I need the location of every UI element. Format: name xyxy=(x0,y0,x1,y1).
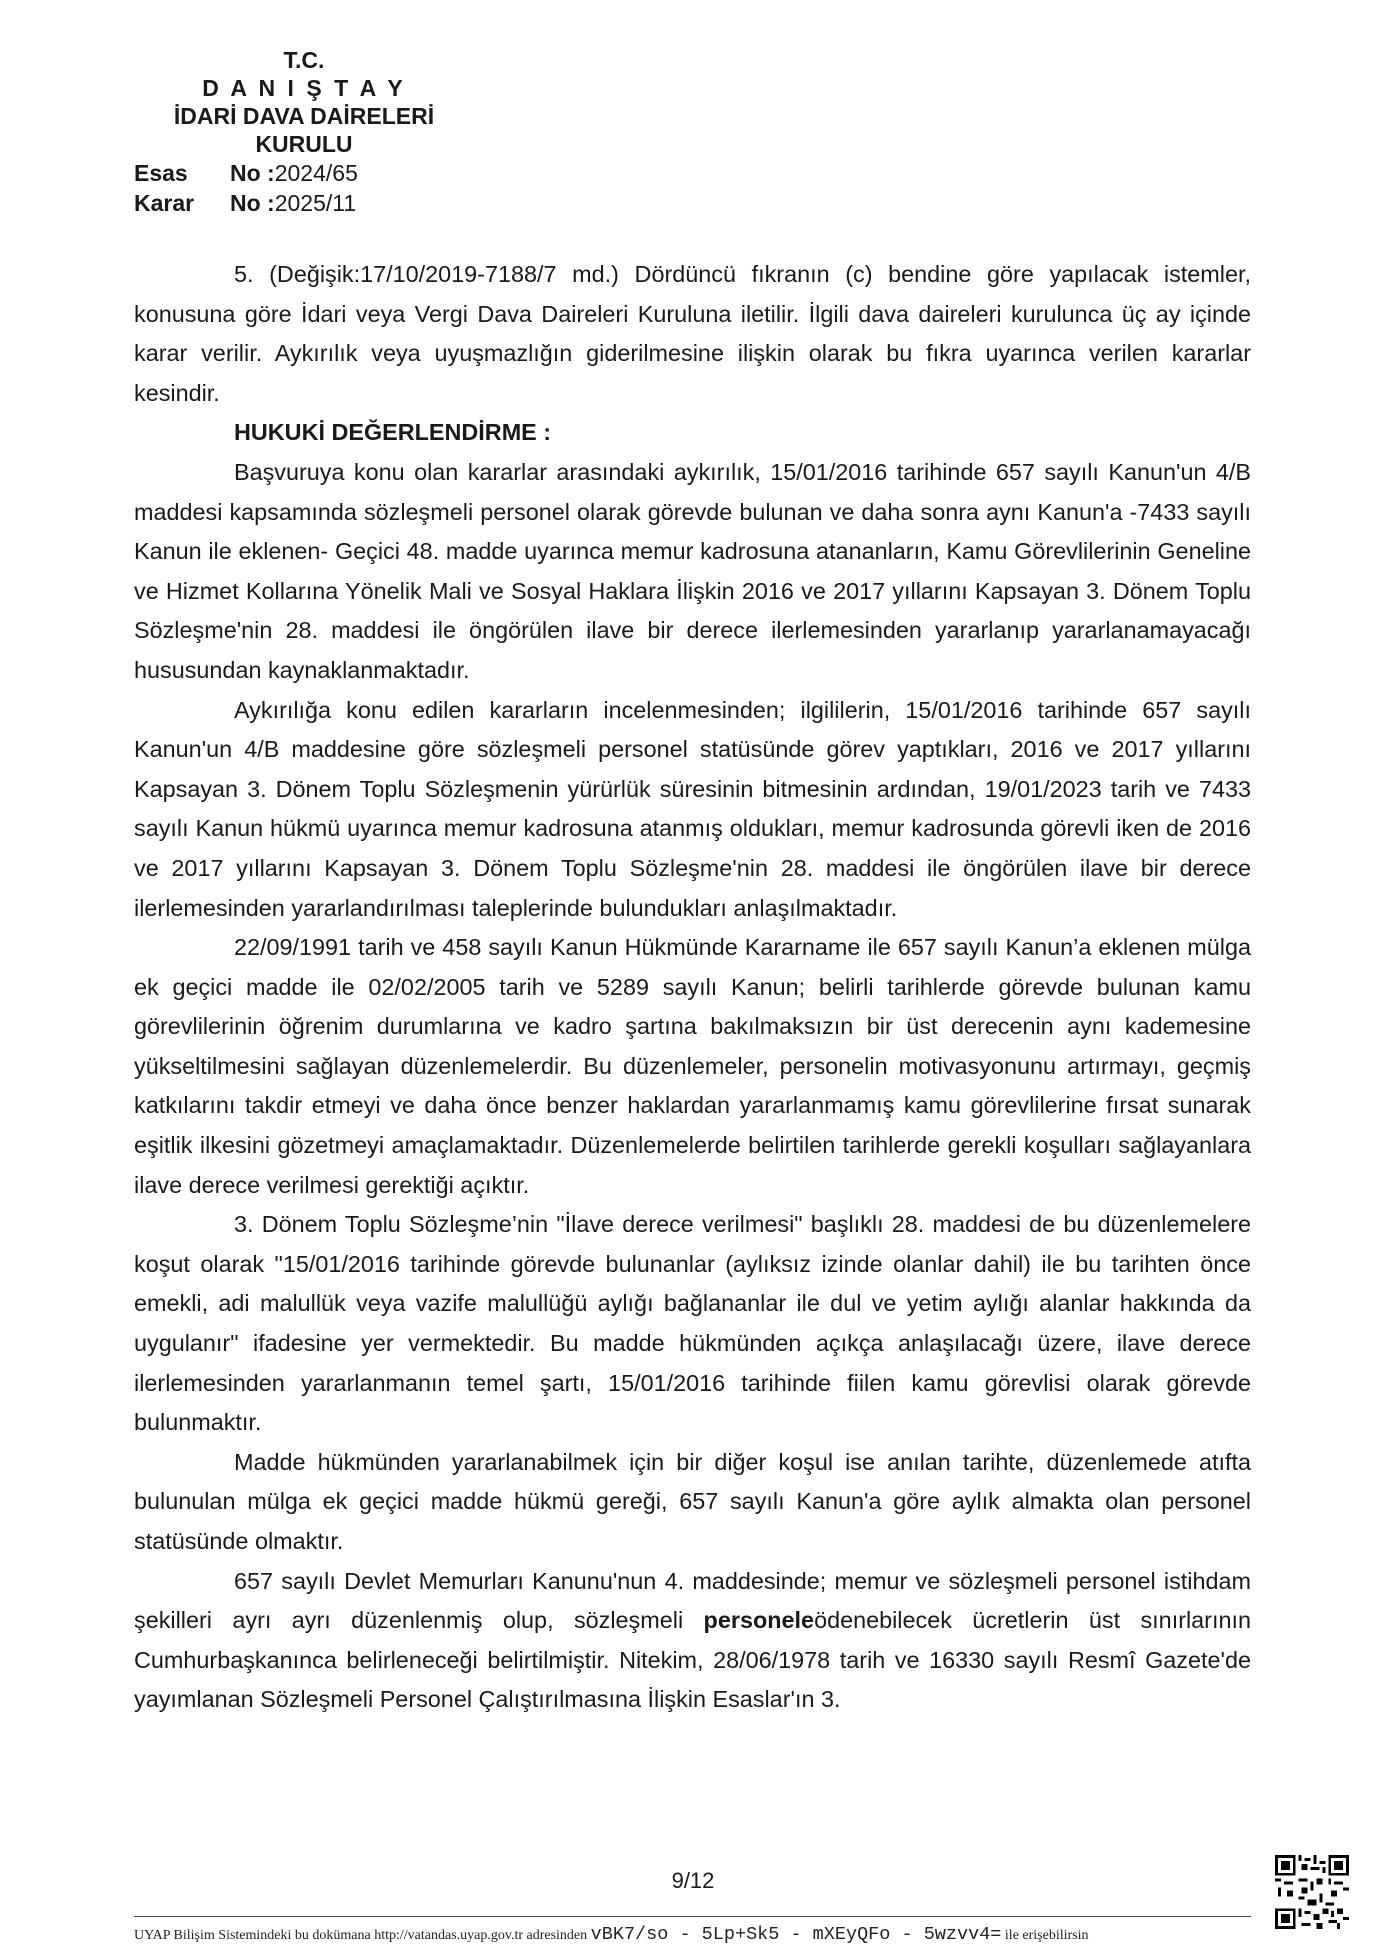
paragraph: Aykırılığa konu edilen kararların incelenmesinden; ilgililerin, 15/01/2016 tarihinde 657 sayılı Kanun'un 4/B maddesine göre sözleşmeli personel statüsünde görev yaptıkları, 2016 ve 2017 yıllarını Kapsayan 3. Dönem Toplu Sözleşmenin yürürlük süresinin bitmesinin ardından, 19/01/2023 tarih ve 7433 sayılı Kanun hükmü uyarınca memur kadrosuna atanmış oldukları, memur kadrosunda görevli iken de 2016 ve 2017 yıllarını Kapsayan 3. Dönem Toplu Sözleşme'nin 28. maddesi ile öngörülen ilave bir derece ilerlemesinden yararlandırılması taleplerinde bulundukları anlaşılmaktadır. xyxy=(134,696,1251,921)
esas-no-label: No : xyxy=(230,160,275,186)
paragraph-5: 5. (Değişik:17/10/2019-7188/7 md.) Dördüncü fıkranın (c) bendine göre yapılacak istemler, konusuna göre İdari veya Vergi Dava Daireleri Kuruluna iletilir. İlgili dava daireleri kurulunca üç ay içinde karar verilir. Aykırılık veya uyuşmazlığın giderilmesine ilişkin olarak bu fıkra uyarınca verilen kararlar kesindir. xyxy=(134,261,1251,406)
paragraph: 22/09/1991 tarih ve 458 sayılı Kanun Hükmünde Kararname ile 657 sayılı Kanun’a eklenen mülga ek geçici madde ile 02/02/2005 tarih ve 5289 sayılı Kanun; belirli tarihlerde görevde bulunan kamu görevlilerinin öğrenim durumlarına ve kadro şartına bakılmaksızın bir üst derecenin aynı kademesine yükseltilmesini sağlayan düzenlemelerdir. Bu düzenlemeler, personelin motivasyonunu artırmayı, geçmiş katkılarını takdir etmeyi ve daha önce benzer haklardan yararlanmamış kamu görevlilerine fırsat sunarak eşitlik ilkesini gözetmeyi amaçlamaktadır. Düzenlemelerde belirtilen tarihlerde gerekli koşulları sağlayanlara ilave derece verilmesi gerektiği açıktır. xyxy=(134,934,1251,1198)
document-header xyxy=(134,46,474,218)
footer-divider xyxy=(134,1916,1251,1917)
karar-value: 2025/11 xyxy=(274,190,357,216)
esas-line xyxy=(134,158,474,188)
paragraph: Madde hükmünden yararlanabilmek için bir diğer koşul ise anılan tarihte, düzenlemede atıfta bulunulan mülga ek geçici madde hükmü gereği, 657 sayılı Kanun'a göre aylık almakta olan personel statüsünde olmaktır. xyxy=(134,1448,1251,1554)
paragraph: Başvuruya konu olan kararlar arasındaki aykırılık, 15/01/2016 tarihinde 657 sayılı Kanun'un 4/B maddesi kapsamında sözleşmeli personel olarak görevde bulunan ve daha sonra aynı Kanun'a -7433 sayılı Kanun ile eklenen- Geçici 48. madde uyarınca memur kadrosuna atananların, Kamu Görevlilerinin Geneline ve Hizmet Kollarına Yönelik Mali ve Sosyal Haklara İlişkin 2016 ve 2017 yıllarını Kapsayan 3. Dönem Toplu Sözleşme'nin 28. maddesi ile öngörülen ilave bir derece ilerlemesinden yararlanıp yararlanamayacağı hususundan kaynaklanmaktadır. xyxy=(134,458,1251,683)
karar-line xyxy=(134,188,474,218)
esas-label: Esas xyxy=(134,160,188,186)
karar-no-label: No : xyxy=(230,190,275,216)
document-body xyxy=(134,255,1251,1720)
footer-text: UYAP Bilişim Sistemindeki bu dokümana http://vatandas.uyap.gov.tr adresinden xyxy=(134,1928,588,1943)
paragraph xyxy=(134,1562,1251,1720)
header-tc: T.C. xyxy=(283,47,325,73)
header-kurulu: KURULU xyxy=(255,131,353,157)
page-number: 9/12 xyxy=(671,1868,715,1893)
bold-word: personele xyxy=(703,1607,815,1634)
header-danistay: D A N I Ş T A Y xyxy=(202,75,406,101)
paragraph: 3. Dönem Toplu Sözleşme’nin "İlave derece verilmesi" başlıklı 28. maddesi de bu düzenlemelere koşut olarak "15/01/2016 tarihinde görevde bulunanlar (aylıksız izinde olanlar dahil) ile bu tarihten önce emekli, adi malullük veya vazife malullüğü aylığı bağlananlar ile dul ve yetim aylığı alanlar hakkında da uygulanır" ifadesine yer vermektedir. Bu madde hükmünden açıkça anlaşılacağı üzere, ilave derece ilerlemesinden yararlanmanın temel şartı, 15/01/2016 tarihinde fiilen kamu görevlisi olarak görevde bulunmaktır. xyxy=(134,1211,1251,1436)
section-heading: HUKUKİ DEĞERLENDİRME : xyxy=(234,419,552,446)
karar-label: Karar xyxy=(134,190,195,216)
esas-value: 2024/65 xyxy=(274,160,358,186)
footer-text-end: ile erişebilirsin xyxy=(1004,1928,1089,1943)
footer xyxy=(134,1925,1251,1946)
verification-code: vBK7/so - 5Lp+Sk5 - mXEyQFo - 5wzvv4= xyxy=(590,1924,1002,1945)
qr-code-icon xyxy=(1275,1855,1349,1929)
paragraph-text: ödenebilecek ücretlerin üst sınırlarının Cumhurbaşkanınca belirleneceği belirtilmiştir. Nitekim, 28/06/1978 tarih ve 16330 sayılı Resmî Gazete'de yayımlanan Sözleşmeli Personel Çalıştırılmasına İlişkin Esaslar'ın 3. xyxy=(134,1607,1251,1713)
header-daireler: İDARİ DAVA DAİRELERİ xyxy=(173,103,435,129)
paragraph-text: 657 sayılı Devlet Memurları Kanunu'nun 4. maddesinde; memur ve sözleşmeli personel istihdam şekilleri ayrı ayrı düzenlenmiş olup, sözleşmeli xyxy=(134,1567,1251,1634)
